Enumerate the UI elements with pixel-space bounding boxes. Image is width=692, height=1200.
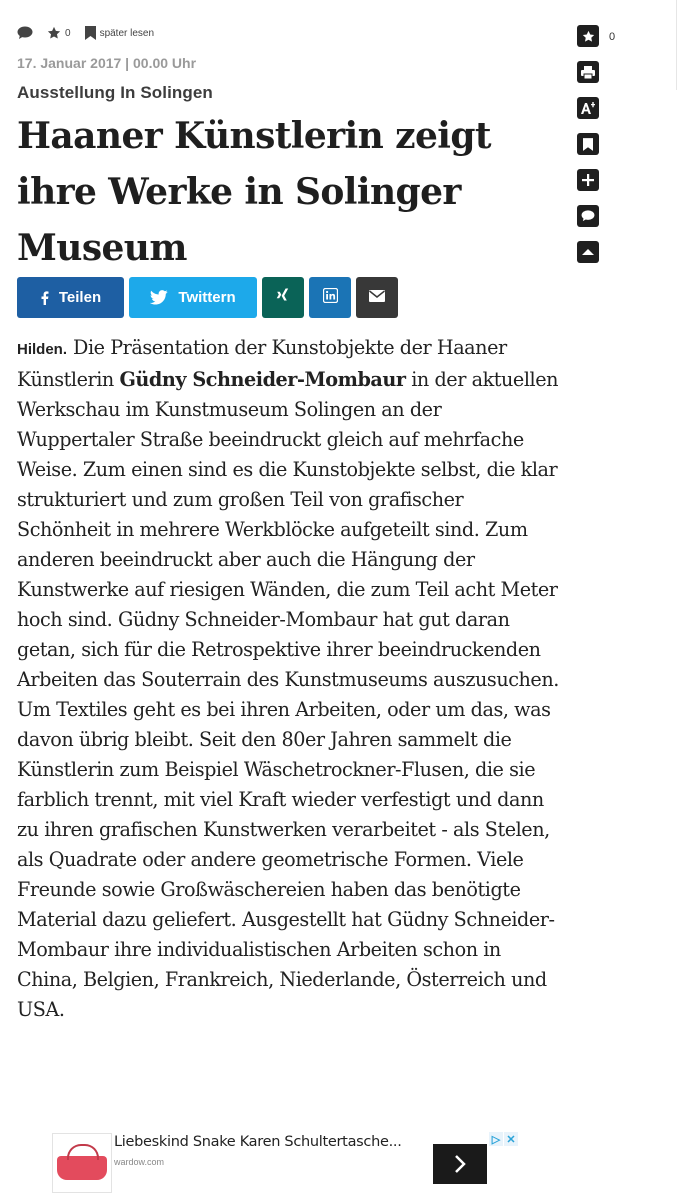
ad-choices-icon[interactable]: ▷ xyxy=(489,1132,503,1146)
share-facebook-button[interactable] xyxy=(17,277,124,318)
bookmark-tool-button[interactable] xyxy=(577,133,599,155)
comment-icon xyxy=(581,210,595,222)
linkedin-icon xyxy=(323,288,338,307)
ad-next-button[interactable] xyxy=(433,1144,487,1184)
ad-close-icon[interactable]: ✕ xyxy=(504,1132,518,1146)
favorite-tool-count: 0 xyxy=(609,31,616,43)
article-kicker: Ausstellung In Solingen xyxy=(17,83,213,102)
print-icon xyxy=(581,66,595,79)
share-twitter-label: Twittern xyxy=(178,289,236,306)
ad-title[interactable]: Liebeskind Snake Karen Schultertasche... xyxy=(114,1134,402,1150)
article-location: Hilden. xyxy=(17,341,68,358)
mail-icon xyxy=(369,289,385,306)
star-icon xyxy=(582,30,595,43)
twitter-icon xyxy=(150,290,168,305)
article-meta-row xyxy=(17,26,168,40)
share-xing-button[interactable] xyxy=(262,277,304,318)
article-body xyxy=(17,333,562,1025)
ad-product-image[interactable] xyxy=(52,1133,112,1193)
scroll-up-icon xyxy=(582,248,594,256)
column-divider xyxy=(676,0,677,90)
add-icon xyxy=(582,174,594,186)
read-later-link[interactable] xyxy=(85,26,154,40)
share-twitter-button[interactable] xyxy=(129,277,257,318)
print-button[interactable] xyxy=(577,61,599,83)
comment-tool-button[interactable] xyxy=(577,205,599,227)
comment-icon xyxy=(17,26,33,40)
favorite-count: 0 xyxy=(65,27,71,39)
scroll-up-button[interactable] xyxy=(577,241,599,263)
ad-domain: wardow.com xyxy=(114,1157,165,1167)
article-headline: Haaner Künstlerin zeigt ihre Werke in Solinger Museum xyxy=(17,115,491,269)
article-date: 17. Januar 2017 | 00.00 Uhr xyxy=(17,55,197,71)
ad-banner[interactable] xyxy=(52,1128,524,1192)
bookmark-icon xyxy=(85,26,96,40)
facebook-icon xyxy=(40,291,49,305)
favorite-tool-button[interactable] xyxy=(577,25,599,47)
ad-choices[interactable] xyxy=(488,1132,518,1146)
font-size-button[interactable] xyxy=(577,97,599,119)
bookmark-icon xyxy=(583,138,593,151)
star-icon xyxy=(47,26,61,40)
article-text-2: in der aktuellen Werkschau im Kunstmuseum Solingen an der Wuppertaler Straße beeindruckt gleich auf mehrfache Weise. Zum einen sind es die Kunstobjekte selbst, die klar strukturiert und zum großen Teil von grafischer Schönheit in mehrere Werkblöcke aufgeteilt sind. Zum anderen beeindruckt aber auch die Hängung der Kunstwerke auf riesigen Wänden, die zum Teil acht Meter hoch sind. Güdny Schneider-Mombaur hat gut daran getan, sich für die Retrospektive ihrer beeindruckenden Arbeiten das Souterrain des Kunstmuseums auszusuchen. Um Textiles geht es bei ihren Arbeiten, oder um das, was davon übrig bleibt. Seit den 80er Jahren sammelt die Künstlerin zum Beispiel Wäschetrockner-Flusen, die sie farblich trennt, mit viel Kraft wieder verfestigt und dann zu ihren grafischen Kunstwerken verarbeitet - als Stelen, als Quadrate oder andere geometrische Formen. Viele Freunde sowie Großwäschereien haben das benötigte Material dazu geliefert. Ausgestellt hat Güdny Schneider-Mombaur ihre individualistischen Arbeiten schon in China, Belgien, Frankreich, Niederlande, Österreich und USA. xyxy=(17,368,559,1021)
handbag-image xyxy=(57,1156,107,1180)
xing-icon xyxy=(276,288,290,308)
favorite-link[interactable] xyxy=(47,26,71,40)
article-text-1: Die Präsentation der Kunstobjekte der Haaner Künstlerin xyxy=(17,336,507,391)
comments-link[interactable] xyxy=(17,26,33,40)
artist-name: Güdny Schneider-Mombaur xyxy=(119,368,406,391)
add-button[interactable] xyxy=(577,169,599,191)
share-facebook-label: Teilen xyxy=(58,289,102,306)
read-later-label: später lesen xyxy=(99,27,155,39)
share-linkedin-button[interactable] xyxy=(309,277,351,318)
font-size-icon xyxy=(580,101,596,115)
chevron-right-icon xyxy=(454,1155,466,1173)
share-email-button[interactable] xyxy=(356,277,398,318)
